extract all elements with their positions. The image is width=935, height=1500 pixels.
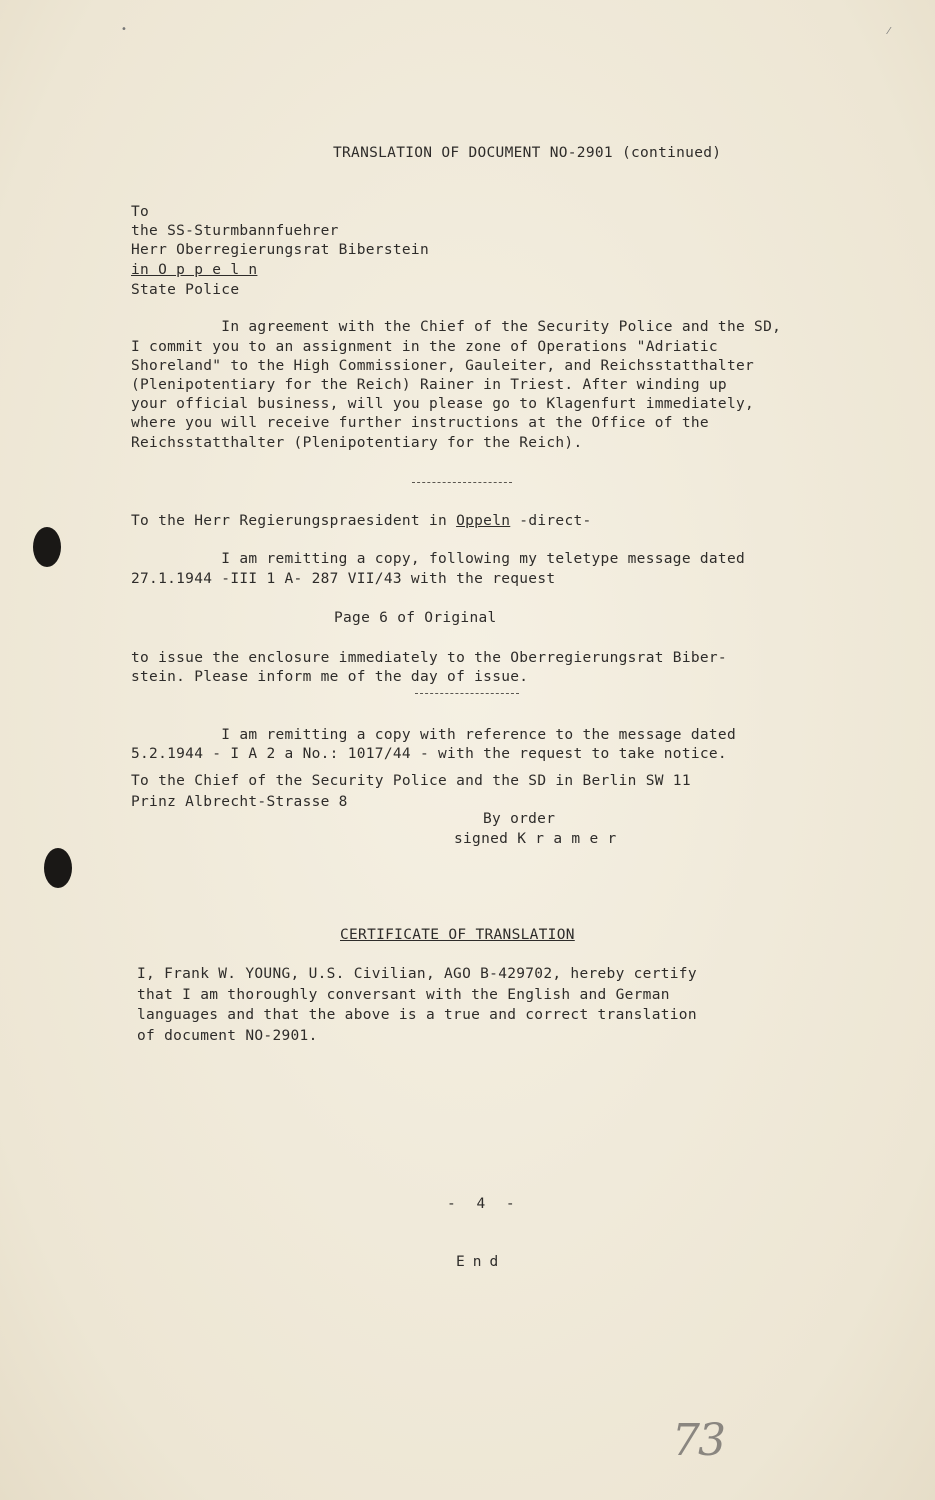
paragraph-line: I commit you to an assignment in the zone of Operations "Adriatic bbox=[131, 339, 718, 355]
recipient-suffix: -direct- bbox=[510, 513, 592, 529]
document-heading: TRANSLATION OF DOCUMENT NO-2901 (continued) bbox=[333, 145, 722, 161]
address-rank: the SS-Sturmbannfuehrer bbox=[131, 223, 339, 239]
paragraph-line: to issue the enclosure immediately to the Oberregierungsrat Biber- bbox=[131, 650, 727, 666]
address-city: in O p p e l n bbox=[131, 262, 258, 278]
punch-hole bbox=[33, 527, 61, 567]
paragraph-line: 5.2.1944 - I A 2 a No.: 1017/44 - with the request to take notice. bbox=[131, 746, 727, 762]
paragraph-line: stein. Please inform me of the day of issue. bbox=[131, 669, 529, 685]
recipient-prefix: To the Herr Regierungspraesident in bbox=[131, 513, 457, 529]
certificate-title: CERTIFICATE OF TRANSLATION bbox=[340, 927, 575, 943]
pencil-mark: ⁄ bbox=[888, 26, 890, 37]
certificate-line: that I am thoroughly conversant with the English and German bbox=[137, 987, 670, 1003]
paragraph-line: Shoreland" to the High Commissioner, Gauleiter, and Reichsstatthalter bbox=[131, 358, 755, 374]
paragraph-line: where you will receive further instructions at the Office of the bbox=[131, 415, 709, 431]
page-number: - 4 - bbox=[447, 1196, 521, 1212]
paragraph-line: your official business, will you please go to Klagenfurt immediately, bbox=[131, 396, 755, 412]
paragraph-line: In agreement with the Chief of the Security Police and the SD, bbox=[131, 319, 782, 335]
by-order: By order bbox=[483, 811, 556, 827]
recipient-place: Oppeln bbox=[456, 513, 511, 529]
recipient-line: To the Chief of the Security Police and the SD in Berlin SW 11 bbox=[131, 773, 691, 789]
signature-line: signed K r a m e r bbox=[454, 831, 617, 847]
certificate-line: languages and that the above is a true and correct translation bbox=[137, 1007, 697, 1023]
paragraph-line: (Plenipotentiary for the Reich) Rainer in Triest. After winding up bbox=[131, 377, 727, 393]
address-name: Herr Oberregierungsrat Biberstein bbox=[131, 242, 429, 258]
page-marker: Page 6 of Original bbox=[334, 610, 497, 626]
speck-mark: • bbox=[121, 24, 127, 35]
address-dept: State Police bbox=[131, 282, 240, 298]
paragraph-line: I am remitting a copy with reference to the message dated bbox=[131, 727, 736, 743]
certificate-line: of document NO-2901. bbox=[137, 1028, 318, 1044]
certificate-line: I, Frank W. YOUNG, U.S. Civilian, AGO B-429702, hereby certify bbox=[137, 966, 697, 982]
end-marker: End bbox=[456, 1254, 507, 1270]
recipient-line bbox=[131, 512, 592, 531]
section-separator bbox=[415, 693, 519, 694]
recipient-address: Prinz Albrecht-Strasse 8 bbox=[131, 794, 348, 810]
paragraph-line: 27.1.1944 -III 1 A- 287 VII/43 with the request bbox=[131, 571, 556, 587]
paragraph-line: I am remitting a copy, following my teletype message dated bbox=[131, 551, 746, 567]
handwritten-page-number: 73 bbox=[672, 1415, 724, 1466]
address-to: To bbox=[131, 204, 150, 220]
punch-hole bbox=[44, 848, 72, 888]
paragraph-line: Reichsstatthalter (Plenipotentiary for the Reich). bbox=[131, 435, 583, 451]
section-separator bbox=[412, 482, 512, 483]
